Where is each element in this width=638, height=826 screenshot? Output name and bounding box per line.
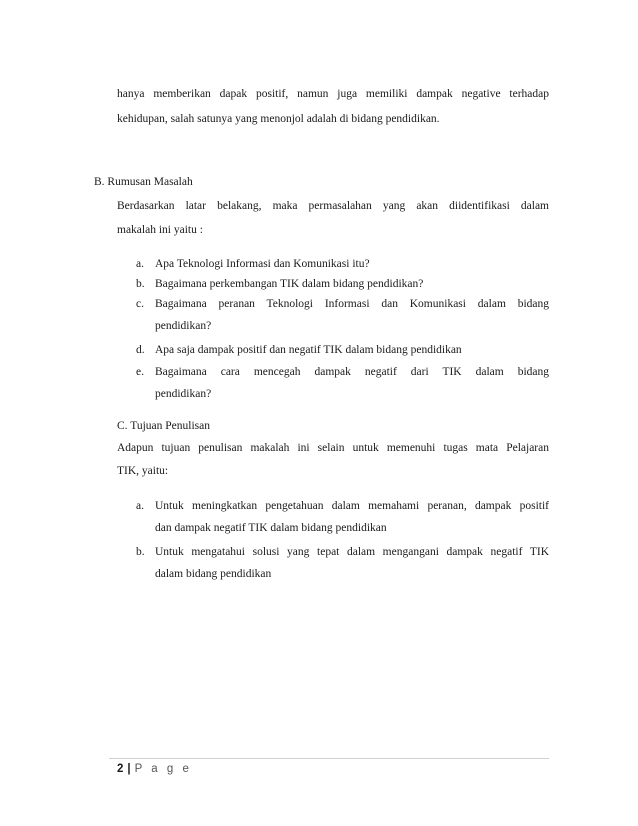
list-marker: e. <box>136 366 144 378</box>
list-item: Apa saja dampak positif dan negatif TIK dalam bidang pendidikan <box>155 344 462 356</box>
list-marker: a. <box>136 500 144 512</box>
list-marker: a. <box>136 258 144 270</box>
list-item-continuation: dan dampak negatif TIK dalam bidang pendidikan <box>155 522 387 534</box>
list-marker: d. <box>136 344 145 356</box>
intro-line-1: hanya memberikan dapak positif, namun juga memiliki dampak negative terhadap <box>117 88 549 100</box>
list-item-continuation: pendidikan? <box>155 320 212 332</box>
section-b-heading: B. Rumusan Masalah <box>94 176 193 188</box>
list-item: Untuk meningkatkan pengetahuan dalam memahami peranan, dampak positif <box>155 500 549 512</box>
intro-line-2: kehidupan, salah satunya yang menonjol adalah di bidang pendidikan. <box>117 113 440 125</box>
section-b-para-line-1: Berdasarkan latar belakang, maka permasalahan yang akan diidentifikasi dalam <box>117 200 549 212</box>
page-label: P a g e <box>134 763 192 775</box>
section-c-para-line-2: TIK, yaitu: <box>117 465 169 477</box>
list-item-continuation: pendidikan? <box>155 388 212 400</box>
list-item-continuation: dalam bidang pendidikan <box>155 568 272 580</box>
list-item: Bagaimana peranan Teknologi Informasi dan Komunikasi dalam bidang <box>155 298 549 310</box>
list-marker: b. <box>136 278 145 290</box>
list-item: Untuk mengatahui solusi yang tepat dalam mengangani dampak negatif TIK <box>155 546 549 558</box>
footer-divider <box>109 758 549 759</box>
page-number: 2 <box>117 763 124 775</box>
list-item: Bagaimana perkembangan TIK dalam bidang pendidikan? <box>155 278 424 290</box>
page-footer <box>117 763 192 775</box>
list-marker: c. <box>136 298 144 310</box>
section-c-para-line-1: Adapun tujuan penulisan makalah ini selain untuk memenuhi tugas mata Pelajaran <box>117 442 549 454</box>
footer-separator: | <box>127 763 131 775</box>
list-marker: b. <box>136 546 145 558</box>
section-b-para-line-2: makalah ini yaitu : <box>117 224 203 236</box>
section-c-heading: C. Tujuan Penulisan <box>117 420 210 432</box>
list-item: Apa Teknologi Informasi dan Komunikasi itu? <box>155 258 370 270</box>
list-item: Bagaimana cara mencegah dampak negatif dari TIK dalam bidang <box>155 366 549 378</box>
